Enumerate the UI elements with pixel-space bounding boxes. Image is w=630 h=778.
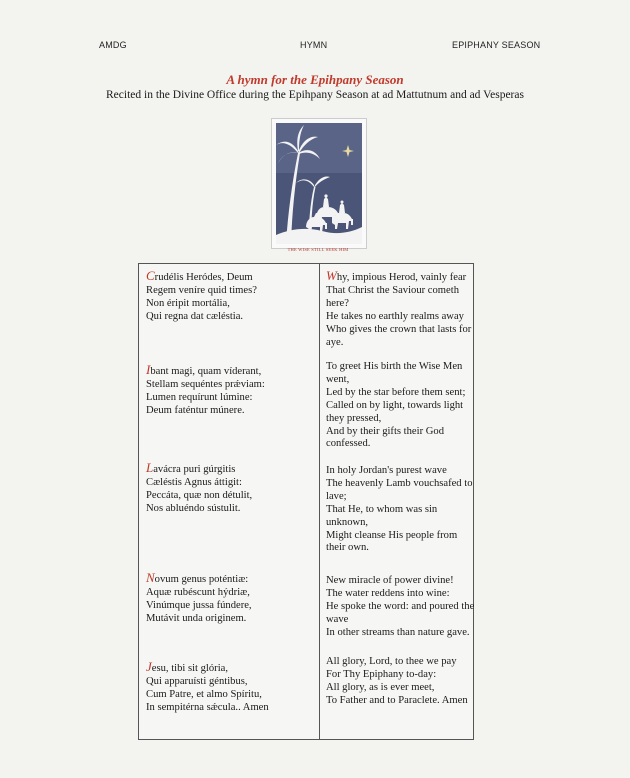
drop-cap: I [146,362,151,377]
wise-men-silhouette-icon [276,123,362,244]
stanza-line: Might cleanse His people from [326,529,458,541]
stanza-line: aye. [326,336,344,348]
page-subtitle: Recited in the Divine Office during the Epihpany Season at ad Mattutnum and ad Vesperas [106,89,524,101]
english-stanza [326,575,475,640]
stanza-line: they pressed, [326,412,382,424]
stanza-line: To Father and to Paraclete. Amen [326,694,468,706]
stanza-line: confessed. [326,438,371,450]
stanza-line: Why, impious Herod, vainly fear [326,268,467,283]
drop-cap: L [146,460,154,475]
stanza-line: Lumen requírunt lúmine: [146,391,253,403]
wise-men-illustration [271,118,367,249]
stanza-line: Peccáta, quæ non détulit, [146,489,253,501]
header-center: HYMN [300,40,328,50]
english-stanza [326,268,472,349]
header-left: AMDG [99,40,127,50]
drop-cap: C [146,268,155,283]
stanza-line: Crudélis Heródes, Deum [146,268,253,283]
stanza-line: Aquæ rubéscunt hýdriæ, [146,586,250,598]
stanza-line: Qui regna dat cæléstia. [146,310,244,322]
stanza-line: wave [326,613,349,625]
stanza-line: In holy Jordan's purest wave [326,465,447,476]
stanza-line: Qui apparuísti géntibus, [146,675,248,687]
english-stanza [326,656,468,708]
latin-stanza [146,661,316,715]
stanza-line: Regem veníre quid times? [146,284,257,296]
stanza-line: Led by the star before them sent; [326,386,466,398]
stanza-line: For Thy Epiphany to-day: [326,668,437,680]
stanza-line: The heavenly Lamb vouchsafed to [326,477,473,489]
stanza-line: Vinúmque jussa fúndere, [146,599,252,611]
latin-stanza [146,572,316,626]
stanza-line: Lavácra puri gúrgitis [146,460,236,475]
stanza-line: Cæléstis Agnus áttigit: [146,476,242,488]
hymn-table [138,263,474,740]
stanza-line: In sempitérna sǽcula.. Amen [146,701,269,713]
stanza-line: That Christ the Saviour cometh [326,284,459,296]
latin-stanza [146,364,316,418]
stanza-line: Who gives the crown that lasts for [326,323,472,335]
stanza-line: All glory, Lord, to thee we pay [326,656,457,667]
stanza-line: Called on by light, towards light [326,399,464,411]
stanza-line: All glory, as is ever meet, [326,681,435,693]
stanza-line: Jesu, tibi sit glória, [146,659,228,674]
stanza-line: went, [326,373,350,385]
stanza-line: And by their gifts their God [326,425,444,437]
stanza-line: Nos abluéndo sústulit. [146,502,241,514]
stanza-line: He takes no earthly realms away [326,310,464,322]
english-stanza [326,361,468,451]
english-stanza [326,465,473,555]
stanza-line: New miracle of power divine! [326,575,454,586]
drop-cap: N [146,570,155,585]
drop-cap: J [146,659,152,674]
stanza-line: Novum genus poténtiæ: [146,570,249,585]
latin-stanza [146,462,316,516]
stanza-line: Cum Patre, et almo Spíritu, [146,688,262,700]
stanza-line: Ibant magi, quam víderant, [146,362,262,377]
stanza-line: Mutávit unda originem. [146,612,247,624]
stanza-line: Stellam sequéntes prǽviam: [146,378,265,390]
stanza-line: Non éripit mortália, [146,297,230,309]
latin-stanza [146,270,316,324]
column-divider [319,264,320,739]
stanza-line: unknown, [326,516,369,528]
page-title: A hymn for the Epihpany Season [226,72,404,87]
stanza-line: He spoke the word: and poured the [326,600,475,612]
drop-cap: W [326,268,337,283]
stanza-line: lave; [326,490,347,502]
stanza-line: In other streams than nature gave. [326,626,470,638]
stanza-line: The water reddens into wine: [326,587,450,599]
stanza-line: That He, to whom was sin [326,503,438,515]
stanza-line: Deum faténtur múnere. [146,404,245,416]
image-caption: THE WISE STILL SEEK HIM [287,247,349,252]
stanza-line: their own. [326,542,369,554]
header-right: EPIPHANY SEASON [452,40,541,50]
stanza-line: here? [326,297,349,309]
stanza-line: To greet His birth the Wise Men [326,361,463,372]
